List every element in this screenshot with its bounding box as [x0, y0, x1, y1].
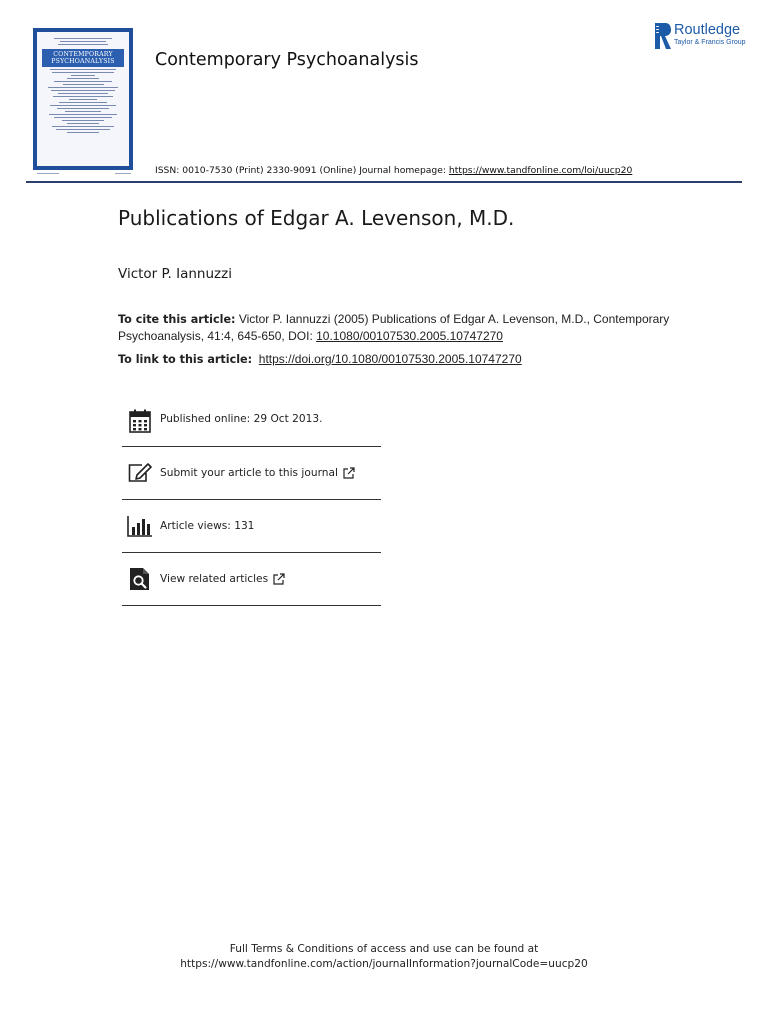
issn-line: [155, 165, 632, 176]
journal-cover-image: [33, 28, 133, 170]
terms-url[interactable]: https://www.tandfonline.com/action/journalInformation?journalCode=uucp20: [180, 958, 588, 970]
publisher-logo[interactable]: [654, 22, 750, 50]
article-doi-link[interactable]: https://doi.org/10.1080/00107530.2005.10747270: [258, 352, 522, 366]
cover-title: CONTEMPORARY PSYCHOANALYSIS: [42, 49, 124, 67]
terms-footer: [0, 942, 768, 972]
published-online-item: [122, 408, 381, 447]
edit-icon: [127, 460, 153, 486]
article-title: Publications of Edgar A. Levenson, M.D.: [118, 206, 515, 230]
article-views-item: [122, 500, 381, 553]
cite-text: Victor P. Iannuzzi (2005) Publications of Edgar A. Levenson, M.D., Contemporary Psychoanalysis, 41:4, 645-650, DOI:: [118, 312, 670, 343]
cite-doi-link[interactable]: 10.1080/00107530.2005.10747270: [316, 329, 503, 343]
routledge-r-icon: [654, 22, 672, 50]
external-link-icon: [273, 573, 285, 585]
article-info-list: [122, 408, 381, 606]
cite-label: To cite this article:: [118, 313, 236, 326]
submit-article-label: Submit your article to this journal: [160, 467, 338, 479]
publisher-tagline: Taylor & Francis Group: [674, 39, 746, 46]
terms-text: Full Terms & Conditions of access and use can be found at: [229, 943, 539, 955]
related-articles-label: View related articles: [160, 573, 269, 585]
cover-caption: [33, 172, 133, 176]
submit-article-item[interactable]: [122, 447, 381, 500]
publisher-name: Routledge: [674, 22, 741, 38]
published-online-label: Published online: 29 Oct 2013.: [160, 413, 323, 425]
bar-chart-icon: [127, 513, 153, 539]
citation-block: [118, 311, 678, 344]
related-articles-item[interactable]: [122, 553, 381, 606]
header-divider: [26, 181, 742, 183]
article-author: Victor P. Iannuzzi: [118, 266, 232, 282]
search-document-icon: [127, 566, 153, 592]
journal-homepage-link[interactable]: https://www.tandfonline.com/loi/uucp20: [448, 165, 633, 176]
article-link-block: [118, 352, 522, 366]
calendar-icon: [127, 408, 153, 434]
journal-name[interactable]: Contemporary Psychoanalysis: [155, 50, 419, 70]
external-link-icon: [343, 467, 355, 479]
issn-text: ISSN: 0010-7530 (Print) 2330-9091 (Online) Journal homepage:: [155, 165, 449, 176]
article-views-label: Article views: 131: [160, 520, 255, 532]
link-label: To link to this article:: [118, 353, 253, 366]
